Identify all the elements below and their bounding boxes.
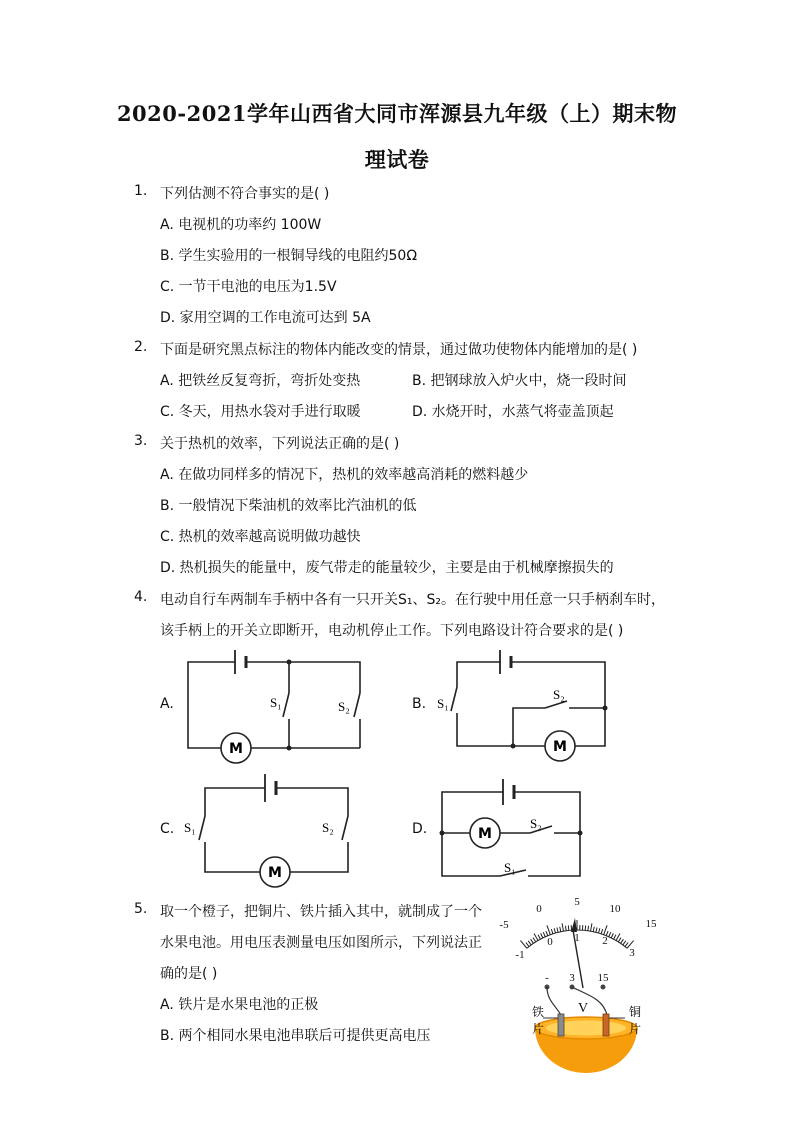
switch-s2-label: S₂ — [322, 820, 334, 835]
option-b: B. 两个相同水果电池串联后可提供更高电压 — [160, 1028, 431, 1044]
switch-s1-label: S₁ — [437, 696, 449, 711]
question-number: 1. — [134, 183, 148, 199]
scale-tick — [520, 941, 526, 949]
scale-tick — [538, 935, 540, 939]
option-c: C. 热机的效率越高说明做功越快 — [160, 529, 361, 545]
motor-m: M — [553, 739, 567, 755]
voltmeter-symbol: V — [577, 1001, 589, 1016]
option-c: C. 一节干电池的电压为1.5V — [160, 279, 337, 295]
option-d: D. 家用空调的工作电流可达到 5A — [160, 310, 371, 326]
iron-label-1: 铁 — [532, 1005, 545, 1019]
scale-tick — [531, 939, 534, 943]
question-stem-line2: 水果电池。用电压表测量电压如图所示，下列说法正 — [160, 935, 482, 951]
question-stem-line1: 电动自行车两制车手柄中各有一只开关S₁、S₂。在行驶中用任意一只手柄刹车时， — [160, 592, 665, 608]
circuit-c-diagram — [184, 770, 360, 890]
scale-tick — [560, 927, 561, 932]
question-stem: 下列估测不符合事实的是( ) — [160, 186, 330, 202]
question-number: 2. — [134, 339, 148, 355]
outer-tick-label: 5 — [574, 896, 580, 908]
page-title-line2: 理试卷 — [364, 147, 430, 172]
outer-tick-label: 10 — [609, 903, 621, 915]
scale-tick — [551, 929, 553, 934]
copper-label-1: 铜 — [629, 1005, 642, 1019]
question-stem-line2: 该手柄上的开关立即断开，电动机停止工作。下列电路设计符合要求的是( ) — [160, 623, 624, 639]
terminal-3: 3 — [569, 972, 575, 984]
scale-tick — [557, 927, 558, 932]
inner-tick-label: 1 — [574, 932, 580, 944]
question-number: 5. — [134, 901, 148, 917]
switch-s2-label: S₂ — [530, 816, 542, 831]
scale-tick — [546, 931, 548, 936]
switch-s2-label: S₂ — [553, 687, 565, 702]
scale-tick — [541, 933, 543, 937]
option-a: A. 铁片是水果电池的正极 — [160, 997, 319, 1013]
inner-tick-label: -1 — [515, 949, 525, 961]
page-title-line1: 2020-2021学年山西省大同市浑源县九年级（上）期末物 — [116, 101, 678, 126]
option-a: A. 电视机的功率约 100W — [160, 217, 322, 233]
question-stem-line1: 取一个橙子，把铜片、铁片插入其中，就制成了一个 — [160, 904, 482, 920]
option-d: D. 热机损失的能量中，废气带走的能量较少，主要是由于机械摩擦损失的 — [160, 560, 614, 576]
scale-tick — [593, 927, 594, 932]
scale-tick — [528, 941, 531, 945]
wire-to-iron — [547, 987, 561, 1015]
option-d: D. 水烧开时，水蒸气将壶盖顶起 — [412, 404, 614, 420]
scale-tick — [598, 928, 599, 933]
switch-s1-label: S₁ — [504, 860, 516, 875]
motor-m: M — [478, 826, 492, 842]
switch-s2-label: S₂ — [338, 699, 350, 714]
switch-s1-label: S₁ — [184, 820, 196, 835]
circuit-a-diagram — [185, 645, 365, 760]
circuit-d-diagram — [440, 770, 600, 885]
inner-tick-label: 2 — [602, 935, 608, 947]
scale-tick — [547, 925, 550, 934]
scale-tick — [533, 938, 536, 942]
outer-tick-label: 15 — [645, 918, 657, 930]
option-a: A. 把铁丝反复弯折，弯折处变热 — [160, 373, 361, 389]
scale-tick — [568, 925, 569, 930]
scale-tick — [601, 929, 603, 934]
question-stem: 下面是研究黑点标注的物体内能改变的情景，通过做功使物体内能增加的是( ) — [160, 342, 638, 358]
scale-tick — [562, 923, 563, 931]
scale-tick — [623, 941, 626, 945]
switch-s1-label: S₁ — [270, 695, 282, 710]
fruit-battery-voltmeter-figure — [495, 890, 670, 1080]
scale-tick — [588, 926, 589, 931]
option-b: B. 一般情况下柴油机的效率比汽油机的低 — [160, 498, 417, 514]
question-stem-line3: 确的是( ) — [160, 966, 218, 982]
scale-tick — [625, 943, 628, 947]
scale-tick — [614, 935, 616, 939]
outer-tick-label: 0 — [536, 903, 542, 915]
question-number: 3. — [134, 433, 148, 449]
scale-tick — [526, 943, 529, 947]
circuit-a-label: A. — [160, 696, 174, 712]
copper-electrode — [603, 1014, 609, 1036]
scale-tick — [596, 927, 597, 932]
circuit-c-label: C. — [160, 821, 175, 837]
scale-tick — [585, 925, 586, 930]
motor-m: M — [268, 865, 282, 881]
scale-tick — [543, 932, 545, 937]
option-a: A. 在做功同样多的情况下，热机的效率越高消耗的燃料越少 — [160, 467, 529, 483]
circuit-b-label: B. — [412, 696, 427, 712]
circuit-b-diagram — [437, 645, 615, 760]
scale-tick — [621, 939, 624, 943]
option-b: B. 学生实验用的一根铜导线的电阻约50Ω — [160, 248, 418, 264]
question-number: 4. — [134, 589, 148, 605]
terminal-minus: - — [545, 972, 549, 984]
scale-tick — [618, 938, 621, 942]
scale-tick — [611, 933, 613, 937]
scale-tick — [565, 926, 566, 931]
scale-tick — [591, 923, 592, 931]
inner-tick-label: 3 — [629, 947, 635, 959]
motor-m: M — [229, 741, 243, 757]
scale-tick — [554, 928, 555, 933]
iron-electrode — [558, 1014, 564, 1036]
outer-tick-label: -5 — [499, 919, 509, 931]
option-c: C. 冬天，用热水袋对手进行取暖 — [160, 404, 361, 420]
scale-tick — [609, 932, 611, 937]
circuit-d-label: D. — [412, 821, 428, 837]
iron-label-2: 片 — [532, 1022, 545, 1036]
option-b: B. 把钢球放入炉火中，烧一段时间 — [412, 373, 627, 389]
terminal-15: 15 — [597, 972, 609, 984]
needle-tip — [571, 918, 577, 932]
question-stem: 关于热机的效率，下列说法正确的是( ) — [160, 436, 400, 452]
copper-label-2: 片 — [629, 1022, 642, 1036]
inner-tick-label: 0 — [547, 936, 553, 948]
scale-tick — [604, 925, 607, 934]
